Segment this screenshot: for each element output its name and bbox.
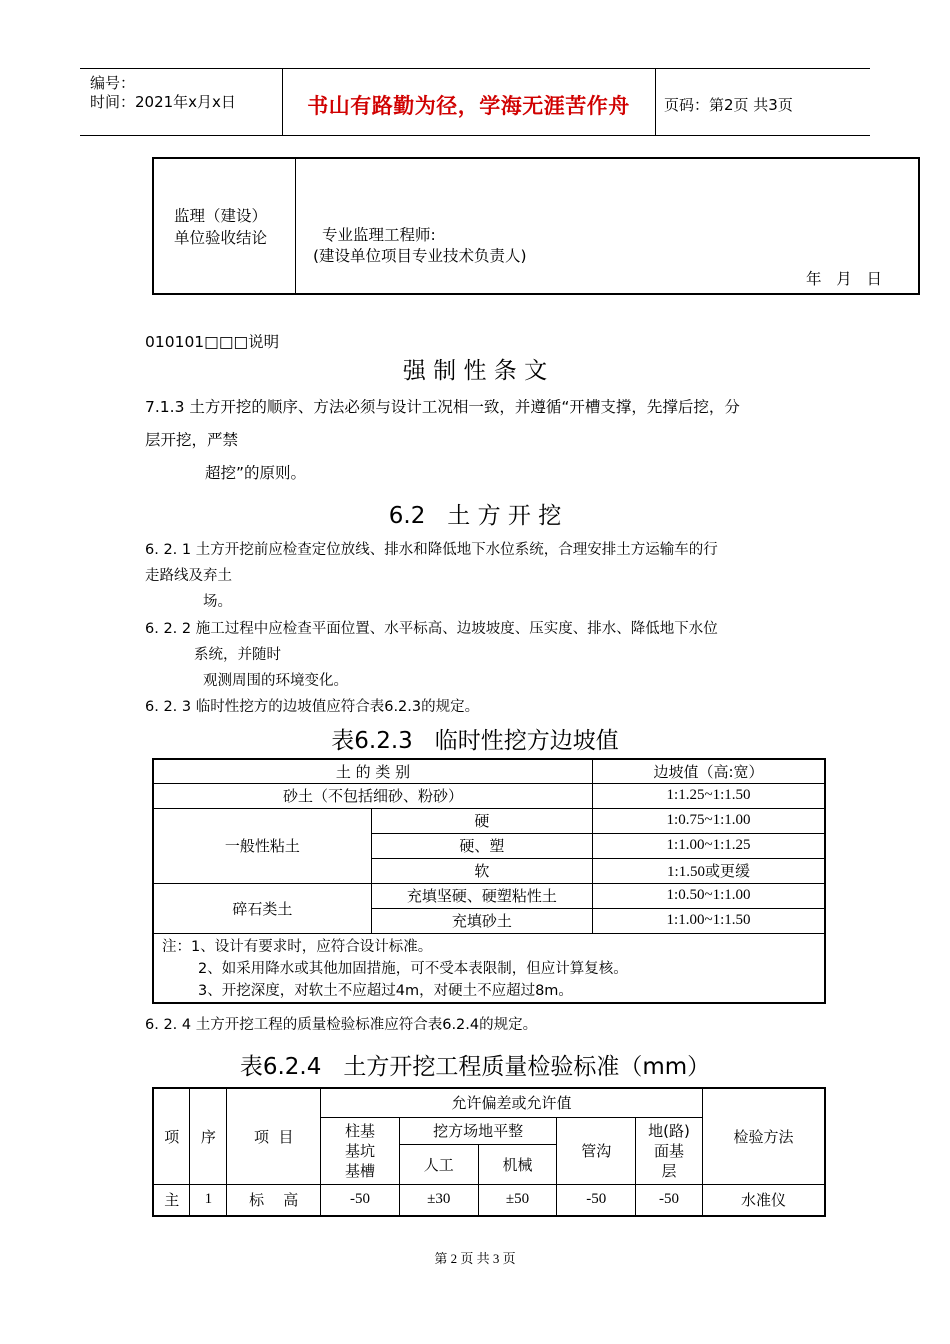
cell-gravel-a: 充填坚硬、硬塑粘性土 (371, 883, 592, 908)
table-row (153, 808, 825, 833)
cell-gravel-b-value: 1:1.00~1:1.50 (593, 908, 825, 933)
table-row (153, 1088, 825, 1117)
cell-hard-value: 1:0.75~1:1.00 (593, 808, 825, 833)
header-base: 地(路) 面基 层 (636, 1117, 703, 1184)
cell-clay: 一般性粘土 (153, 808, 371, 883)
table-623-notes (153, 933, 825, 1003)
time-label: 时间：2021年x月x日 (90, 93, 236, 111)
clause-624: 6. 2. 4 土方开挖工程的质量检验标准应符合表6.2.4的规定。 (145, 1017, 538, 1033)
note-3: 3、开挖深度，对软土不应超过4m，对硬土不应超过8m。 (198, 982, 573, 999)
clause-713-line1: 7.1.3 土方开挖的顺序、方法必须与设计工况相一致，并遵循“开槽支撑，先撑后挖，分 (145, 398, 740, 416)
note-2: 2、如采用降水或其他加固措施，可不受本表限制，但应计算复核。 (198, 960, 628, 977)
table-row (153, 759, 825, 783)
row1-ditch: -50 (557, 1184, 636, 1216)
row1-item: 主 (153, 1184, 190, 1216)
header-item: 项 (153, 1088, 190, 1184)
table-624 (152, 1087, 826, 1217)
table-row (153, 783, 825, 808)
section-title: 6.2 土 方 开 挖 (388, 503, 562, 529)
table-row (153, 933, 825, 1003)
acceptance-box-divider (295, 157, 296, 295)
header-soil-type: 土 的 类 别 (153, 759, 593, 783)
acceptance-date: 年 月 日 (806, 270, 883, 288)
row1-manual: ±30 (399, 1184, 478, 1216)
acceptance-left-line1: 监理（建设） (174, 207, 268, 225)
cell-hard-plastic: 硬、塑 (371, 833, 592, 858)
acceptance-left-line2: 单位验收结论 (174, 229, 268, 247)
cell-sand: 砂土（不包括细砂、粉砂） (153, 783, 593, 808)
row1-project: 标 高 (227, 1184, 321, 1216)
header-machine: 机械 (478, 1144, 557, 1184)
acceptance-box (152, 157, 920, 295)
note-1: 注：1、设计有要求时，应符合设计标准。 (162, 938, 433, 955)
clause-623: 6. 2. 3 临时性挖方的边坡值应符合表6.2.3的规定。 (145, 699, 480, 715)
cell-hard: 硬 (371, 808, 592, 833)
header-manual: 人工 (399, 1144, 478, 1184)
table-623 (152, 758, 826, 1004)
page-label: 页码：第2页 共3页 (664, 96, 793, 114)
clause-621-line1: 6. 2. 1 土方开挖前应检查定位放线、排水和降低地下水位系统，合理安排土方运输车的行 (145, 542, 718, 558)
serial-label: 编号： (90, 74, 136, 92)
cell-hard-plastic-value: 1:1.00~1:1.25 (593, 833, 825, 858)
header-slope-value: 边坡值（高:宽） (593, 759, 825, 783)
cell-gravel-a-value: 1:0.50~1:1.00 (593, 883, 825, 908)
table-624-title: 表6.2.4 土方开挖工程质量检验标准（mm） (239, 1054, 711, 1080)
header-allowance: 允许偏差或允许值 (321, 1088, 703, 1117)
clause-622-line3: 观测周围的环境变化。 (203, 673, 348, 689)
supervisor-engineer: 专业监理工程师: (322, 226, 436, 244)
header-pit: 柱基 基坑 基槽 (321, 1117, 400, 1184)
header-leveling: 挖方场地平整 (399, 1117, 557, 1144)
clause-622-line2: 系统，并随时 (194, 647, 281, 663)
clause-621-line2: 走路线及弃土 (145, 568, 232, 584)
table-row (153, 1184, 825, 1216)
header-project: 项 目 (227, 1088, 321, 1184)
header-seq: 序 (190, 1088, 227, 1184)
explain-title: 010101□□□说明 (145, 333, 280, 351)
cell-soft: 软 (371, 858, 592, 883)
page-footer: 第 2 页 共 3 页 (434, 1251, 516, 1266)
table-623-title: 表6.2.3 临时性挖方边坡值 (331, 728, 619, 754)
cell-gravel-b: 充填砂土 (371, 908, 592, 933)
row1-method: 水准仪 (702, 1184, 825, 1216)
clause-713-line3: 超挖”的原则。 (205, 464, 307, 482)
table-row (153, 883, 825, 908)
header-bottom-rule (80, 135, 870, 136)
row1-machine: ±50 (478, 1184, 557, 1216)
row1-seq: 1 (190, 1184, 227, 1216)
header-method: 检验方法 (702, 1088, 825, 1184)
row1-base: -50 (636, 1184, 703, 1216)
clause-622-line1: 6. 2. 2 施工过程中应检查平面位置、水平标高、边坡坡度、压实度、排水、降低地下水位 (145, 621, 718, 637)
cell-sand-value: 1:1.25~1:1.50 (593, 783, 825, 808)
builder-technical-lead: (建设单位项目专业技术负责人) (313, 247, 527, 265)
clause-621-line3: 场。 (203, 594, 232, 610)
cell-soft-value: 1:1.50或更缓 (593, 858, 825, 883)
mandatory-title: 强 制 性 条 文 (402, 358, 548, 384)
clause-713-line2: 层开挖，严禁 (145, 431, 239, 449)
header-top-rule (80, 68, 870, 69)
row1-pit: -50 (321, 1184, 400, 1216)
cell-gravel: 碎石类土 (153, 883, 371, 933)
motto: 书山有路勤为径，学海无涯苦作舟 (307, 94, 630, 118)
header-divider-right (655, 68, 656, 136)
header-ditch: 管沟 (557, 1117, 636, 1184)
